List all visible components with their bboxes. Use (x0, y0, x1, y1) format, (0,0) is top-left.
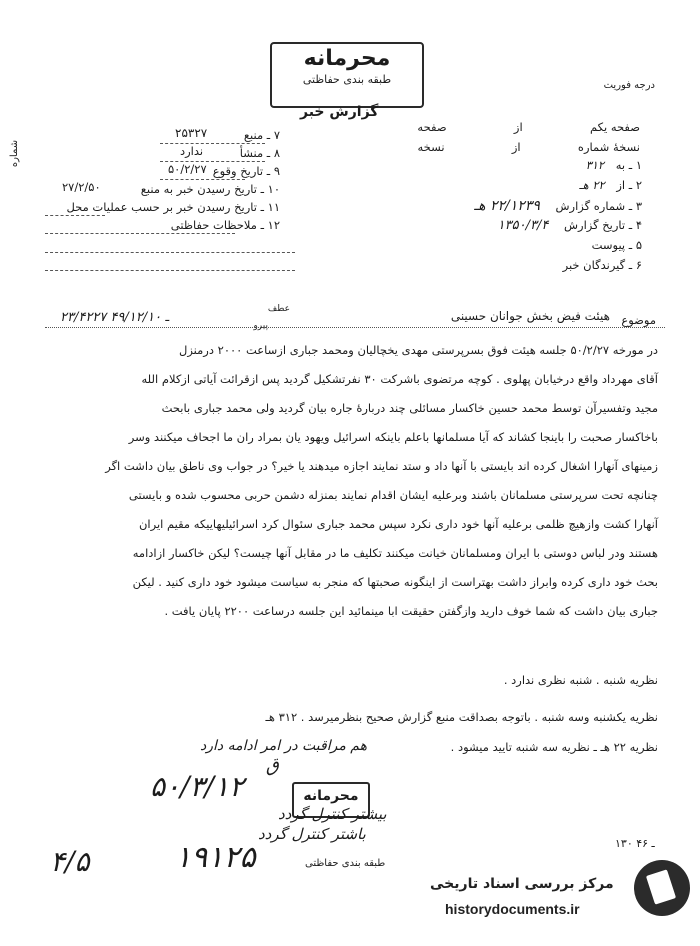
dotted-line (45, 270, 295, 271)
subject-text: هیئت فیض بخش جوانان حسینی (450, 309, 610, 323)
body-line: آنهارا کشت وازهیچ ظلمی برعلیه آنها خود داری نکرد سپس محمد جباری سئوال کرد اسرائیلیهاییکه مقیم ایران (138, 517, 658, 531)
watermark-logo-icon (634, 860, 690, 916)
classification-stamp (270, 42, 424, 108)
field-source-label: ۷ ـ منبع (243, 128, 280, 142)
field-source-value: ۲۵۳۲۷ (175, 126, 208, 140)
handwritten-number-1: ۵۰/۳/۱۲ (150, 770, 245, 803)
body-line: هستند ودر لباس دوستی با ایران ومسلمانان خیانت میکنند تکلیف ما در مقابل آنها چیست؟ لیکن خاکسار ازادامه (132, 546, 658, 560)
field-origin-label: ۸ ـ منشأ (239, 146, 280, 160)
field-received-date-value: ۲۷/۲/۵۰ (62, 180, 101, 194)
form-number: ۱۳۰ ـ ۴۶ (615, 837, 655, 850)
watermark-title: مرکز بررسی اسناد تاریخی (430, 876, 614, 892)
body-line: زمینهای آنهارا اشغال کرده اند بایستی با آنها داد و ستد نمایند اجازه میدهند یا خیر؟ در جواب وی ناطق بیان داشت اگر (105, 459, 658, 473)
dotted-line (45, 233, 235, 234)
handwritten-date: ۴/۵ (50, 845, 90, 878)
field-report-number-label: ۳ ـ شماره گزارش (555, 199, 642, 213)
dotted-line (45, 215, 105, 216)
stamp-word: محرمانه (303, 46, 391, 71)
field-recipients (563, 258, 642, 272)
copy-field-end: نسخه (417, 140, 445, 154)
field-occurrence-date-label: ۹ ـ تاریخ وقوع (212, 164, 280, 178)
copy-field-mid: از (511, 140, 521, 154)
body-line: در مورخه ۵۰/۲/۲۷ جلسه هیئت فوق بسرپرستی مهدی یخچالیان ومحمد جباری ازساعت ۲۰۰۰ درمنزل (178, 343, 658, 357)
watermark-url: historydocuments.ir (445, 901, 580, 917)
subject-ref-label: عطف (267, 304, 290, 314)
margin-note: شماره (8, 139, 20, 168)
page-field-mid: از (513, 120, 523, 134)
body-line: بحث خود داری کرده وابراز داشت بهتراست از اینگونه صحبتها که منجر به سیاست میشود خود داری کنید . لیکن (132, 575, 658, 589)
field-attachment-label: ۵ ـ پیوست (591, 238, 642, 252)
handwritten-note: بیشتر کنترل گردد (278, 805, 387, 823)
footer-class-label: طبقه بندی حفاظتی (305, 858, 386, 869)
field-report-date-label: ۴ ـ تاریخ گزارش (563, 218, 642, 232)
handwritten-note-2: باشتر کنترل گردد (258, 825, 366, 843)
field-attachment (592, 238, 642, 252)
field-occurrence-date-value: ۵۰/۲/۲۷ (168, 162, 207, 176)
page-field (417, 120, 640, 134)
handwritten-scribble: ق (263, 754, 281, 777)
body-line: چنانچه تحت سرپرستی مسلمانان باشند وبرعلیه ایشان اقدام نمایند بمنزله دشمن حربی محسوب شده و بایستی (128, 488, 658, 502)
footer-stamp-word: محرمانه (303, 788, 359, 804)
subject-label: موضوع (621, 313, 656, 327)
field-from (579, 178, 642, 192)
subject-underline (45, 327, 665, 328)
field-report-date (498, 218, 642, 233)
document-icon (646, 869, 676, 904)
field-from-value: ۲۲ هـ (579, 178, 605, 192)
body-line: باخاکسار صحبت را باینجا کشاند که آیا مسلمانها باعلم باینکه اسرائیل ویهود یان بمراد ران ما اجحاف میکنند وسر (128, 430, 658, 444)
field-from-label: ۲ ـ از (616, 178, 642, 192)
opinion-handwritten: هم مراقبت در امر ادامه دارد (200, 738, 367, 754)
subject-ref-label-2: پیرو (253, 321, 268, 331)
field-origin-value: ندارد (180, 144, 204, 158)
field-report-date-value: ۱۳۵۰/۳/۴ (497, 218, 549, 233)
copy-field-label: نسخهٔ شماره (577, 140, 640, 154)
field-to-value: ۳۱۲ (585, 158, 605, 172)
field-to (586, 158, 642, 172)
copy-field (417, 140, 640, 154)
field-security-notes-label: ۱۲ ـ ملاحظات حفاظتی (170, 218, 280, 232)
stamp-class-label: طبقه بندی حفاظتی (302, 73, 392, 86)
field-recipients-label: ۶ ـ گیرندگان خبر (562, 258, 642, 272)
page-field-label: صفحه یکم (589, 120, 640, 134)
field-local-date-label: ۱۱ ـ تاریخ رسیدن خبر بر حسب عملیات محل (66, 200, 280, 214)
report-body (32, 336, 658, 626)
page-field-end: صفحه (417, 120, 447, 134)
field-report-number-value: ۲۲/۱۲۳۹ هـ (474, 198, 540, 214)
opinion-line: نظریه یکشنبه وسه شنبه . باتوجه بصداقت منبع گزارش صحیح بنظرمیرسد . ۳۱۲ هـ (265, 710, 658, 724)
handwritten-number-2: ۱۹۱۲۵ (175, 840, 256, 875)
body-line: مجید وتفسیرآن توسط محمد حسین خاکسار مسائلی چند دربارهٔ جاره بیان گردید ولی محمد جباری بابحث (161, 401, 658, 415)
field-received-date-label: ۱۰ ـ تاریخ رسیدن خبر به منبع (140, 182, 280, 196)
dotted-line (45, 252, 295, 253)
field-report-number (474, 198, 642, 214)
opinion-line: نظریه شنبه . شنبه نظری ندارد . (503, 673, 658, 687)
subject-ref-value: ۲۳/۴۲۲۷ ـ ۴۹/۱۲/۱۰ (60, 310, 170, 325)
opinion-line: نظریه ۲۲ هـ ـ نظریه سه شنبه تایید میشود . (450, 740, 658, 754)
body-line: جباری بیان داشت که شما خوف دارید وازگفتن حقیقت ابا مینمائید این جلسه درساعت ۲۲۰۰ پایان یافت . (164, 604, 658, 618)
dotted-line (160, 179, 245, 180)
dotted-line (160, 143, 265, 144)
report-title: گزارش خبر (300, 104, 379, 120)
priority-label: درجه فوریت (603, 80, 655, 91)
body-line: آقای مهرداد واقع درخیابان پهلوی . کوچه مرتضوی باشرکت ۳۰ نفرتشکیل گردید پس ازقرائت آیاتی ازکلام الله (141, 372, 658, 386)
field-to-label: ۱ ـ به (615, 158, 642, 172)
